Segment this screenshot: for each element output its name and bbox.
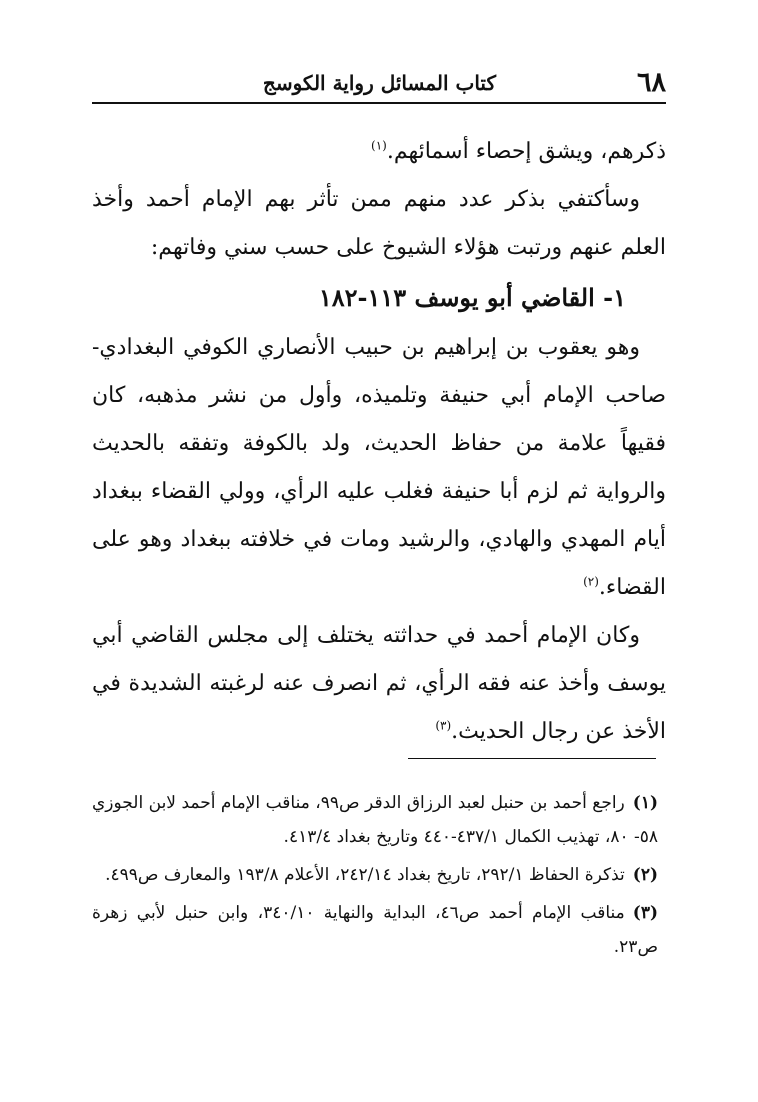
footnote-rule — [408, 758, 656, 759]
footnote-text: راجع أحمد بن حنبل لعبد الرزاق الدقر ص٩٩، مناقب الإمام أحمد لابن الجوزي ٥٨- ٨٠، تهذيب الكمال ٤٣٧/١-٤٤٠ وتاريخ بغداد ٤١٣/٤. — [92, 793, 658, 847]
paragraph-3-text: وهو يعقوب بن إبراهيم بن حبيب الأنصاري الكوفي البغدادي- صاحب الإمام أبي حنيفة وتلميذه، وأول من نشر مذهبه، كان فقيهاً علامة من حفاظ الحديث، ولد بالكوفة وتفقه بالحديث والرواية ثم لزم أبا حنيفة فغلب عليه الرأي، وولي القضاء ببغداد أيام المهدي والهادي، والرشيد ومات في خلافته ببغداد وهو على القضاء. — [92, 335, 666, 600]
paragraph-3 — [92, 324, 666, 612]
footnote-3 — [92, 896, 658, 964]
paragraph-1-text: ذكرهم، ويشق إحصاء أسمائهم. — [386, 139, 666, 164]
section-heading: ١- القاضي أبو يوسف ١١٣-١٨٢ — [318, 283, 626, 312]
footnote-2 — [92, 858, 658, 892]
paragraph-4 — [92, 612, 666, 756]
paragraph-2: وسأكتفي بذكر عدد منهم ممن تأثر بهم الإمام أحمد وأخذ العلم عنهم ورتبت هؤلاء الشيوخ على حسب سني وفاتهم: — [92, 187, 666, 260]
footnote-ref-2: (٢) — [583, 574, 599, 589]
footnote-text: تذكرة الحفاظ ٢٩٢/١، تاريخ بغداد ٢٤٢/١٤، الأعلام ١٩٣/٨ والمعارف ص٤٩٩. — [105, 865, 625, 885]
footnote-text: مناقب الإمام أحمد ص٤٦، البداية والنهاية ٣٤٠/١٠، وابن حنبل لأبي زهرة ص٢٣. — [92, 903, 658, 957]
footnote-1 — [92, 786, 658, 854]
running-title: كتاب المسائل رواية الكوسج — [262, 71, 496, 95]
footnote-number: (٣) — [632, 903, 659, 923]
paragraph-4-text: وكان الإمام أحمد في حداثته يختلف إلى مجلس القاضي أبي يوسف وأخذ عنه فقه الرأي، ثم انصرف عنه لرغبته الشديدة في الأخذ عن رجال الحديث. — [92, 623, 666, 744]
footnote-number: (١) — [632, 793, 659, 813]
footnotes — [92, 786, 658, 968]
paragraph-1 — [92, 128, 666, 176]
footnote-ref-3: (٣) — [435, 718, 452, 733]
page-number: ٦٨ — [636, 67, 666, 98]
main-text — [92, 128, 666, 756]
footnote-number: (٢) — [632, 865, 658, 885]
page-header — [92, 66, 666, 100]
footnote-ref-1: (١) — [371, 138, 387, 153]
header-rule — [92, 102, 666, 104]
